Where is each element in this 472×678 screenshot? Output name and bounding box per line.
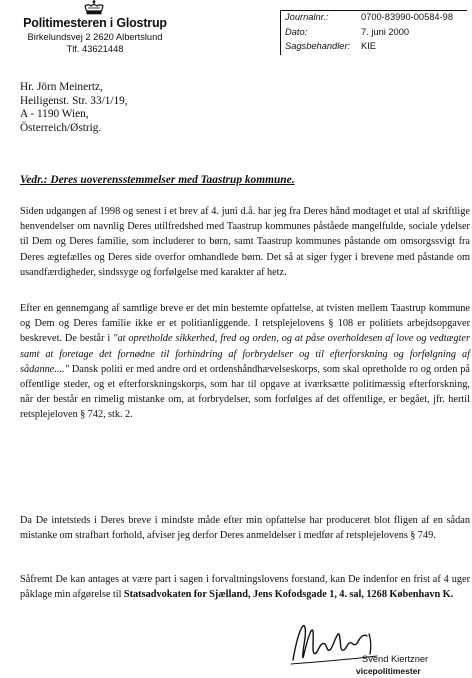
body-paragraph-3: Da De intetsteds i Deres breve i mindste måde efter min opfattelse har produceret blot fligen af en sådan mistanke om strafbart forhold, afviser jeg derfor Deres anmeldelser i medfør af retsplejelovens § 749. [20, 515, 470, 542]
appeal-authority: Statsadvokaten for Sjælland, Jens Kofodsgade 1, 4. sal, 1268 København K. [123, 589, 454, 601]
handler-label: Sagsbehandler: [285, 41, 351, 51]
subject-line: Vedr.: Deres uoverensstemmelser med Taastrup kommune. [20, 174, 295, 186]
recipient-city: A - 1190 Wien, [20, 108, 89, 120]
recipient-street: Heiligenst. Str. 33/1/19, [20, 94, 128, 107]
body-paragraph-4 [20, 572, 470, 602]
organization-phone: Tlf. 43621448 [66, 44, 124, 54]
body-paragraph-2 [20, 301, 470, 423]
crown-icon [83, 0, 105, 16]
recipient-address [20, 81, 128, 135]
recipient-country: Österreich/Østrig. [20, 121, 102, 134]
paragraph-4-text: Såfremt De kan antages at være part i sagen i forvaltningslovens forstand, kan De indenfor en frist af 4 uger påklage min afgørelse til [20, 574, 470, 601]
date-value: 7. juni 2000 [361, 27, 410, 37]
journal-label: Journalnr.: [285, 12, 329, 22]
signer-title: vicepolitimester [356, 666, 421, 676]
paragraph-2-text-b: Dansk politi er med andre ord et ordenshåndhævelseskorps, som skal opretholde ro og orden på offentlige steder, og et efterforskningskorps, som har til opgave at iværksætte politimæssig efterforskning, når der består en rimelig mistanke om, at forbrydelser, som forfølges af det offentlige, er begået, jfr. hertil retsplejeloven § 742, stk. 2. [20, 363, 470, 421]
signer-name: Svend Kiertzner [362, 654, 429, 664]
reference-box [280, 10, 467, 55]
organization-address: Birkelundsvej 2 2620 Albertslund [27, 32, 163, 42]
paragraph-2-text-a: Efter en gennemgang af samtlige breve er det min bestemte opfattelse, at tvisten mellem Taastrup kommune og Dem og Deres familie ikke er et politianliggende. I retsplejelovens § 108 er politiets arbejdsopgaver beskrevet. De består i [20, 303, 470, 345]
recipient-name: Hr. Jörn Meinertz, [20, 81, 103, 93]
organization-title: Politimesteren i Glostrup [23, 16, 167, 30]
body-paragraph-1: Siden udgangen af 1998 og senest i et brev af 4. juni d.å. har jeg fra Deres hånd modtaget et utal af skriftlige henvendelser om navnlig Deres utilfredshed med Taastrup kommunes påståede mangelfulde, sociale ydelser til Dem og Deres familie, som includerer to børn, samt Taastrup kommunes påstande om omsorgssvigt fra Deres ægtefælles og Deres side overfor omhandlede børn. Det så at siger fyger i brevene med påstande om usandfærdigheder, sindssyge og forfølgelse med karakter af hetz. [20, 206, 470, 278]
handler-value: KIE [361, 41, 376, 51]
legal-quote: "at opretholde sikkerhed, fred og orden, og at påse overholdesen af love og vedtægter samt at foretage det fornødne til forhindring af forbrydelser og til efterforskning og forfølgning af sådanne...." [20, 333, 471, 375]
journal-number: 0700-83990-00584-98 [361, 12, 454, 22]
date-label: Dato: [285, 27, 308, 37]
